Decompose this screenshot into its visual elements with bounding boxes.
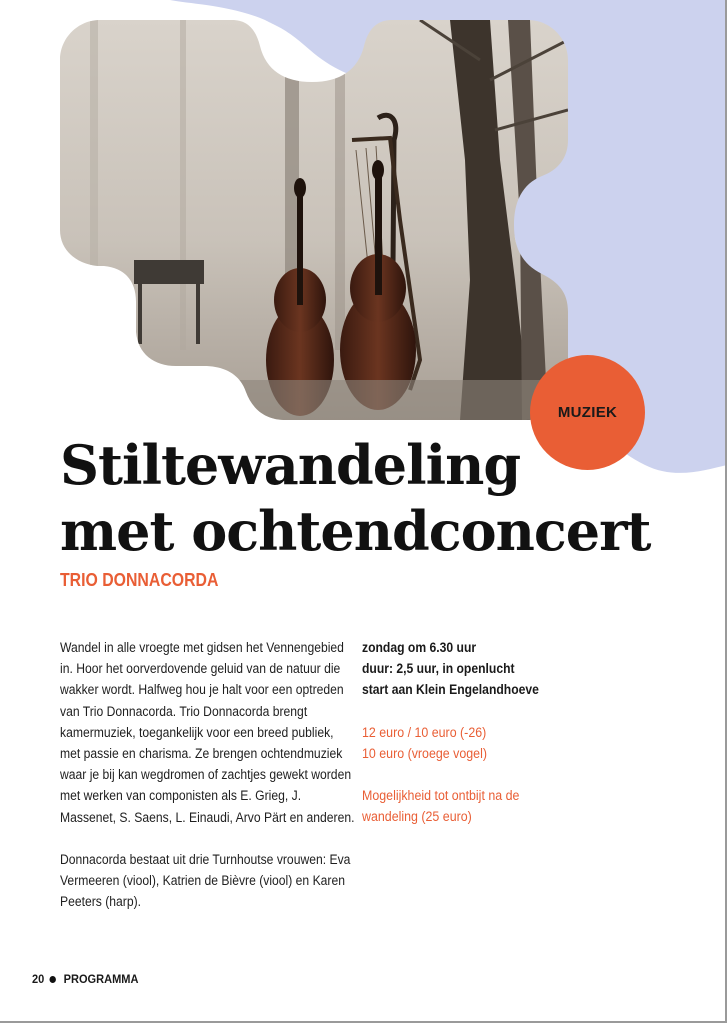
event-time: zondag om 6.30 uur (362, 640, 477, 655)
page-number: 20 (32, 972, 45, 986)
category-badge-label: MUZIEK (557, 404, 618, 421)
body-paragraph-1: Wandel in alle vroegte met gidsen het Vennengebied in. Hoor het oorverdovende geluid van de natuur die wakker wordt. Halfweg hou je halt voor een optreden van Trio Donnacorda. Trio Donnacorda brengt kamermuziek, toegankelijk voor een breed publiek, met passie en charisma. Ze brengen ochtendmuziek waar je bij kan wegdromen of zachtjes gewekt worden met werken van componisten als E. Grieg, J. Massenet, S. Saens, L. Einaudi, Arvo Pärt en anderen. (60, 640, 355, 825)
breakfast-line-1: Mogelijkheid tot ontbijt na de (362, 788, 520, 804)
page-title (60, 432, 651, 564)
concert-photo (60, 20, 568, 420)
subtitle: TRIO DONNACORDA (60, 570, 219, 590)
event-start-location: start aan Klein Engelandhoeve (362, 682, 539, 698)
bullet-dot-icon (50, 976, 56, 983)
title-line-2: met ochtendconcert (60, 499, 651, 563)
breakfast-line-2: wandeling (25 euro) (362, 809, 472, 825)
title-line-1: Stiltewandeling (60, 433, 521, 497)
body-text (60, 637, 380, 912)
page-footer (32, 972, 138, 986)
breakfast-option (362, 785, 638, 827)
event-prices (362, 722, 638, 764)
event-schedule (362, 637, 632, 701)
event-info (362, 637, 662, 827)
section-name: PROGRAMMA (63, 972, 139, 986)
body-paragraph-2: Donnacorda bestaat uit drie Turnhoutse vrouwen: Eva Vermeeren (viool), Katrien de Bièvre (viool) en Karen Peeters (harp). (60, 851, 351, 910)
event-duration: duur: 2,5 uur, in openlucht (362, 661, 515, 677)
price-regular: 12 euro / 10 euro (-26) (362, 724, 487, 740)
price-early-bird: 10 euro (vroege vogel) (362, 745, 487, 761)
